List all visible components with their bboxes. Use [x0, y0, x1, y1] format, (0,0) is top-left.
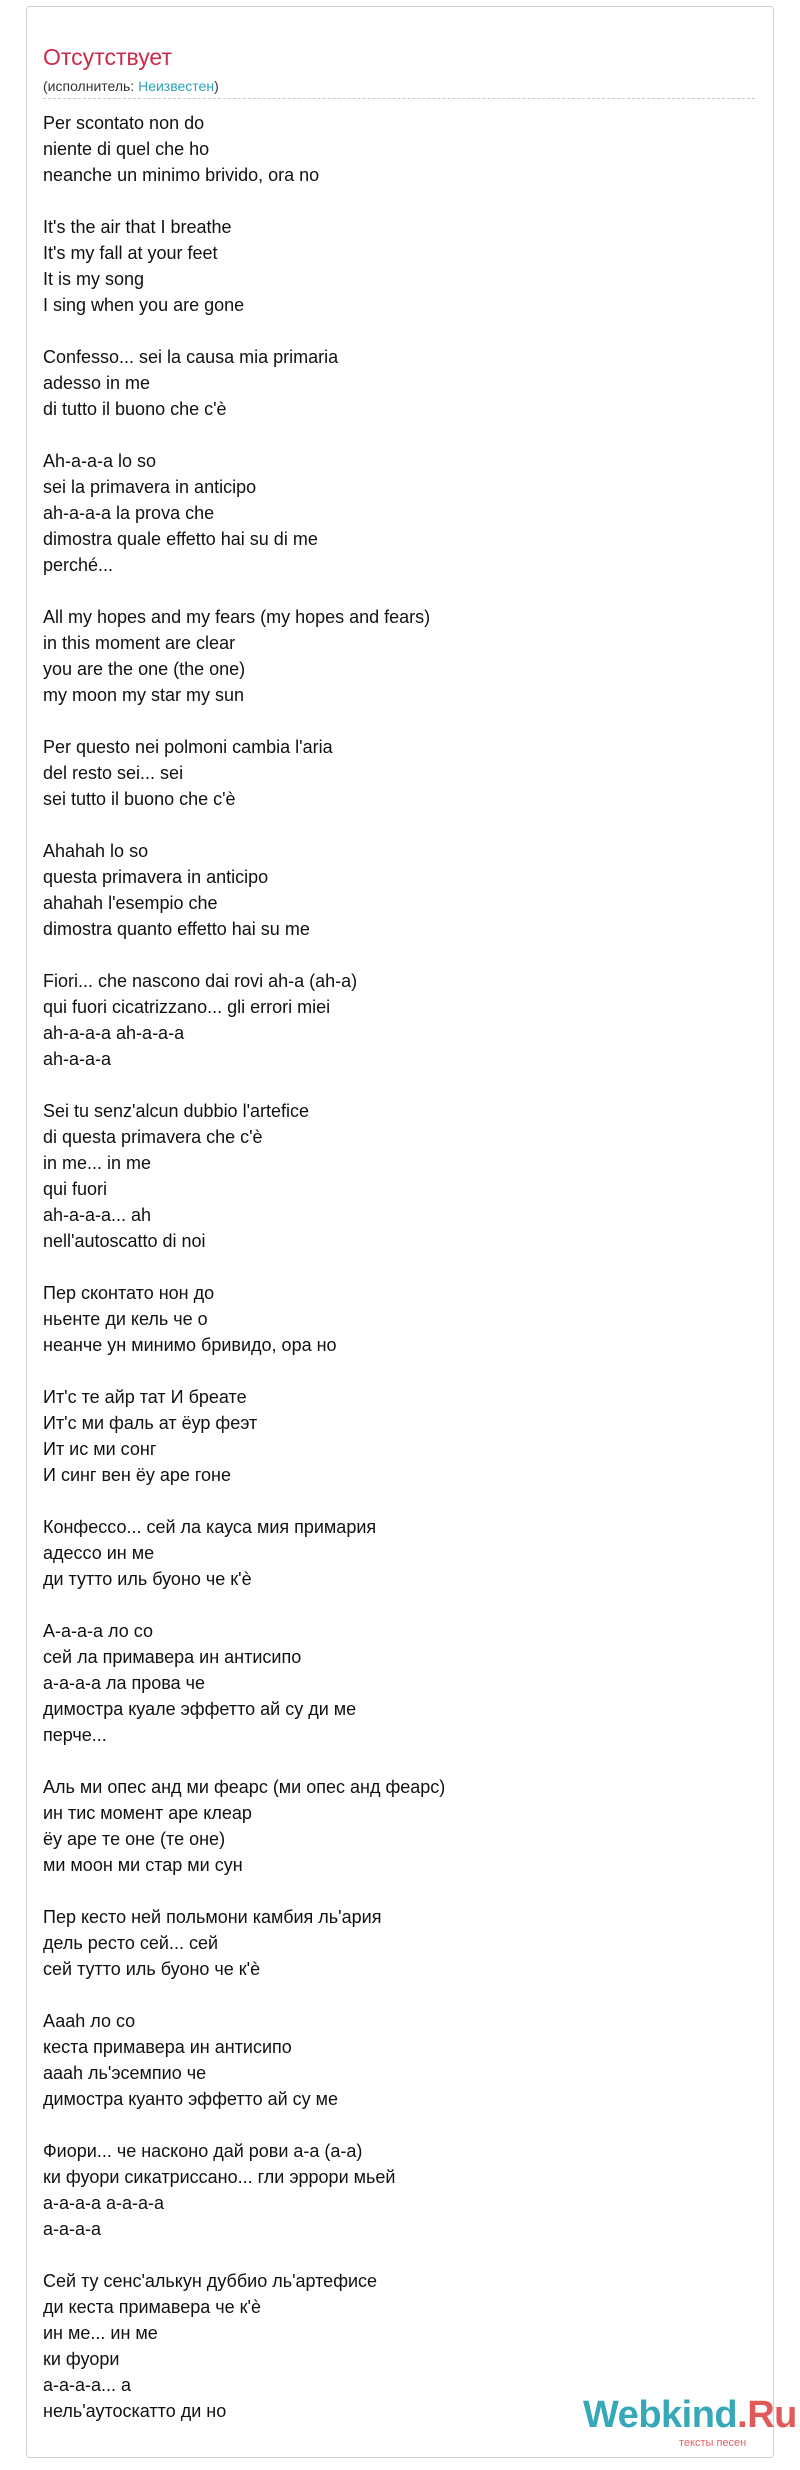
lyrics-line: in this moment are clear — [43, 633, 236, 653]
lyrics-line: Ит ис ми сонг — [43, 1439, 157, 1459]
logo-tagline: тексты песен — [679, 2437, 747, 2449]
lyrics-line: qui fuori cicatrizzano... gli errori miei — [43, 997, 331, 1017]
webkind-logo[interactable] — [583, 2393, 797, 2455]
lyrics-line: неанче ун минимо бривидо, ора но — [43, 1335, 337, 1355]
lyrics-line: нель'аутоскатто ди но — [43, 2401, 227, 2421]
lyrics-line: И синг вен ёу аре гоне — [43, 1465, 231, 1485]
lyrics-stanza — [43, 1618, 755, 1748]
lyrics-line: ки фуори сикатриссано... гли эррори мьей — [43, 2167, 396, 2187]
lyrics-line: I sing when you are gone — [43, 295, 245, 315]
lyrics-line: Пер сконтато нон до — [43, 1283, 215, 1303]
lyrics-stanza — [43, 1904, 755, 1982]
lyrics-line: Конфессо... сей ла кауса мия примария — [43, 1517, 377, 1537]
logo-wordmark — [583, 2393, 797, 2437]
lyrics-line: а-а-а-а... а — [43, 2375, 132, 2395]
lyrics-line: Аааh ло со — [43, 2011, 136, 2031]
artist-prefix: (исполнитель: — [43, 78, 139, 94]
lyrics-line: dimostra quanto effetto hai su me — [43, 919, 310, 939]
lyrics-line: димостра куале эффетто ай су ди ме — [43, 1699, 357, 1719]
lyrics-line: questa primavera in anticipo — [43, 867, 269, 887]
lyrics-line: ah-a-a-a ah-a-a-a — [43, 1023, 185, 1043]
lyrics-line: ah-a-a-a la prova che — [43, 503, 215, 523]
lyrics-line: а-а-а-а ла прова че — [43, 1673, 206, 1693]
lyrics-line: дель ресто сей... сей — [43, 1933, 219, 1953]
lyrics-stanza — [43, 2138, 755, 2242]
lyrics-line: Пер кесто ней польмони камбия ль'ария — [43, 1907, 382, 1927]
lyrics-line: димостра куанто эффетто ай су ме — [43, 2089, 339, 2109]
lyrics-line: ahahah l'esempio che — [43, 893, 218, 913]
lyrics-line: ah-a-a-a — [43, 1049, 112, 1069]
lyrics-line: Аль ми опес анд ми феарс (ми опес анд феарс) — [43, 1777, 446, 1797]
lyrics-line: All my hopes and my fears (my hopes and fears) — [43, 607, 431, 627]
lyrics-stanza — [43, 344, 755, 422]
lyrics-line: ah-a-a-a... ah — [43, 1205, 152, 1225]
artist-line — [43, 77, 219, 95]
lyrics-line: in me... in me — [43, 1153, 152, 1173]
lyrics-line: а-а-а-а а-а-а-а — [43, 2193, 165, 2213]
logo-tld: .Ru — [737, 2394, 797, 2436]
lyrics-line: ин ме... ин ме — [43, 2323, 158, 2343]
lyrics-line: ёу аре те оне (те оне) — [43, 1829, 226, 1849]
lyrics-line: ки фуори — [43, 2349, 120, 2369]
lyrics-line: di tutto il buono che c'è — [43, 399, 227, 419]
lyrics-line: qui fuori — [43, 1179, 108, 1199]
lyrics-line: niente di quel che ho — [43, 139, 210, 159]
lyrics-line: Сей ту сенс'алькун дуббио ль'артефисе — [43, 2271, 378, 2291]
lyrics-stanza — [43, 968, 755, 1072]
lyrics-line: It's the air that I breathe — [43, 217, 232, 237]
lyrics-line: а-а-а-а — [43, 2219, 102, 2239]
lyrics-line: ми моон ми стар ми сун — [43, 1855, 243, 1875]
lyrics-line: Fiori... che nascono dai rovi ah-a (ah-a) — [43, 971, 358, 991]
lyrics-line: adesso in me — [43, 373, 151, 393]
lyrics-line: neanche un minimo brivido, ora no — [43, 165, 320, 185]
lyrics-line: А-а-а-а ло со — [43, 1621, 153, 1641]
lyrics-line: you are the one (the one) — [43, 659, 246, 679]
lyrics-line: ди кеста примавера че к'è — [43, 2297, 262, 2317]
lyrics-line: dimostra quale effetto hai su di me — [43, 529, 318, 549]
lyrics-line: del resto sei... sei — [43, 763, 184, 783]
artist-suffix: ) — [214, 78, 219, 94]
lyrics-stanza — [43, 838, 755, 942]
lyrics-line: ньенте ди кель че о — [43, 1309, 208, 1329]
lyrics-line: nell'autoscatto di noi — [43, 1231, 206, 1251]
artist-link[interactable]: Неизвестен — [138, 78, 215, 94]
lyrics-stanza — [43, 110, 755, 188]
lyrics-line: Sei tu senz'alcun dubbio l'artefice — [43, 1101, 310, 1121]
lyrics-line: It's my fall at your feet — [43, 243, 218, 263]
lyrics-stanza — [43, 604, 755, 708]
lyrics-line: ди тутто иль буоно че к'è — [43, 1569, 252, 1589]
lyrics-line: аааh ль'эсемпио че — [43, 2063, 207, 2083]
lyrics-line: Ah-a-a-a lo so — [43, 451, 157, 471]
lyrics-stanza — [43, 1280, 755, 1358]
lyrics-line: адессо ин ме — [43, 1543, 155, 1563]
lyrics-line: Ит'с ми фаль ат ёур феэт — [43, 1413, 258, 1433]
lyrics-stanza — [43, 1774, 755, 1878]
logo-brand: Webkind — [583, 2394, 738, 2436]
lyrics-stanza — [43, 214, 755, 318]
lyrics-line: Ит'с те айр тат И бреате — [43, 1387, 247, 1407]
lyrics-line: perché... — [43, 555, 114, 575]
lyrics-line: Per questo nei polmoni cambia l'aria — [43, 737, 333, 757]
lyrics-stanza — [43, 1384, 755, 1488]
lyrics-stanza — [43, 1098, 755, 1254]
lyrics-card — [26, 6, 797, 2458]
lyrics-line: ин тис момент аре клеар — [43, 1803, 252, 1823]
song-title: Отсутствует — [43, 44, 172, 70]
lyrics-line: сей ла примавера ин антисипо — [43, 1647, 302, 1667]
lyrics-line: сей тутто иль буоно че к'è — [43, 1959, 261, 1979]
lyrics-line: Ahahah lo so — [43, 841, 149, 861]
lyrics-line: Per scontato non do — [43, 113, 205, 133]
lyrics-line: перче... — [43, 1725, 107, 1745]
lyrics-line: Фиори... че насконо дай рови а-а (а-а) — [43, 2141, 363, 2161]
header-divider — [43, 98, 755, 99]
lyrics-line: Confesso... sei la causa mia primaria — [43, 347, 339, 367]
lyrics-stanza — [43, 1514, 755, 1592]
lyrics-line: sei tutto il buono che c'è — [43, 789, 236, 809]
lyrics-text — [43, 110, 755, 2424]
lyrics-line: кеста примавера ин антисипо — [43, 2037, 292, 2057]
lyrics-line: di questa primavera che c'è — [43, 1127, 263, 1147]
lyrics-line: It is my song — [43, 269, 145, 289]
lyrics-line: sei la primavera in anticipo — [43, 477, 257, 497]
lyrics-line: my moon my star my sun — [43, 685, 245, 705]
lyrics-stanza — [43, 734, 755, 812]
lyrics-stanza — [43, 448, 755, 578]
lyrics-stanza — [43, 2008, 755, 2112]
